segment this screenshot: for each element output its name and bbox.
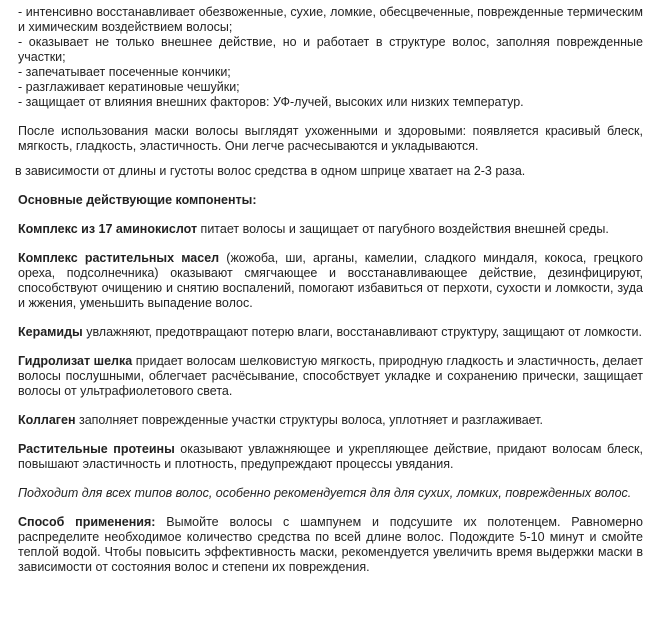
component-text: заполняет поврежденные участки структуры волоса, уплотняет и разглаживает. [75,413,543,427]
component-collagen [18,413,643,428]
component-name: Комплекс из 17 аминокислот [18,222,198,236]
component-name: Комплекс растительных масел [18,251,220,265]
component-name: Гидролизат шелка [18,354,133,368]
component-amino-acids [18,222,643,237]
component-plant-proteins [18,442,643,472]
component-text: (жожоба, ши, арганы, камелии, сладкого миндаля, кокоса, грецкого ореха, подсолнечника) оказывают смягчающее и восстанавливающее действие, дезинфицируют, способствуют очищению и снятию воспалений, помогают избавиться от перхоти, сухости и ломкости, зуда и жжения, уменьшить выпадение волос. [18,251,643,310]
benefit-item: - запечатывает посеченные кончики; [18,65,231,79]
component-text: увлажняют, предотвращают потерю влаги, восстанавливают структуру, защищают от ломкости. [82,325,642,339]
suitability-note: Подходит для всех типов волос, особенно рекомендуется для для сухих, ломких, поврежденных волос. [18,486,632,500]
components-heading: Основные действующие компоненты: [18,193,257,207]
component-name: Керамиды [18,325,83,339]
usage-label: Способ применения: [18,515,156,529]
component-ceramides [18,325,643,340]
component-name: Коллаген [18,413,76,427]
usage-text: Вымойте волосы с шампунем и подсушите их полотенцем. Равномерно распределите необходимое количество средства по всей длине волос. Подождите 5-10 минут и смойте теплой водой. Чтобы повысить эффективность маски, рекомендуется увеличить время выдержки маски в зависимости от состояния волос и степени их повреждения. [18,515,643,574]
usage-paragraph [18,515,643,575]
component-text: придает волосам шелковистую мягкость, природную гладкость и эластичность, делает волосы послушными, облегчает расчёсывание, способствует укладке и сохранению прически, защищает волосы от ультрафиолетового света. [18,354,643,398]
benefit-item: - оказывает не только внешнее действие, но и работает в структуре волос, заполняя поврежденные участки; [18,35,643,64]
benefit-item: - защищает от влияния внешних факторов: УФ-лучей, высоких или низких температур. [18,95,524,109]
benefit-item: - разглаживает кератиновые чешуйки; [18,80,240,94]
dosage-paragraph: в зависимости от длины и густоты волос средства в одном шприце хватает на 2-3 раза. [15,164,526,178]
component-text: питает волосы и защищает от пагубного воздействия внешней среды. [197,222,609,236]
benefits-list [18,5,643,110]
component-text: оказывают увлажняющее и укрепляющее действие, придают волосам блеск, повышают эластичность и плотность, предупреждают процессы увядания. [18,442,643,471]
component-plant-oils [18,251,643,311]
after-use-paragraph: После использования маски волосы выглядят ухоженными и здоровыми: появляется красивый блеск, мягкость, гладкость, эластичность. Они легче расчесываются и укладываются. [18,124,643,153]
benefit-item: - интенсивно восстанавливает обезвоженные, сухие, ломкие, обесцвеченные, поврежденные термическим и химическим воздействием волосы; [18,5,643,34]
component-name: Растительные протеины [18,442,175,456]
component-silk-hydrolysate [18,354,643,399]
